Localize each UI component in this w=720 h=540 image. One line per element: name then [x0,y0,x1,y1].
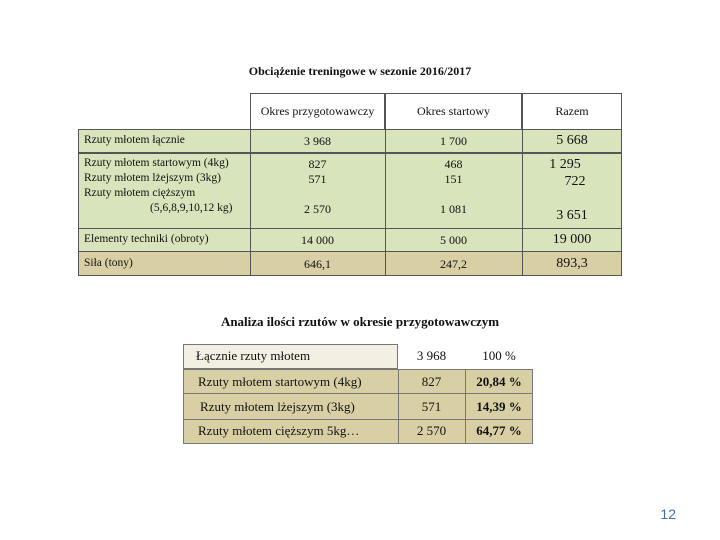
page-title: Obciążenie treningowe w sezonie 2016/2017 [248,64,472,78]
cell-value: 722 [564,174,586,189]
row-label: Rzuty młotem cięższym [84,187,196,199]
cell-value: 5 668 [556,133,588,148]
row-label: Elementy techniki (obroty) [84,233,209,245]
cell-value: 1 081 [440,202,467,216]
analysis-value: 2 570 [416,423,447,438]
column-divider [522,93,523,276]
analysis-label: Rzuty młotem lżejszym (3kg) [200,399,355,414]
cell-value: 468 [444,157,463,171]
analysis-value: 827 [421,374,442,389]
analysis-label: Łącznie rzuty młotem [196,348,311,363]
analysis-percent: 14,39 % [476,399,522,414]
analysis-percent: 20,84 % [476,374,522,389]
column-divider [250,93,251,129]
cell-value: 827 [308,157,327,171]
cell-value: 646,1 [304,257,331,271]
row-label: (5,6,8,9,10,12 kg) [150,202,233,214]
analysis-percent: 64,77 % [476,423,522,438]
analysis-label: Rzuty młotem startowym (4kg) [198,374,362,389]
cell-value: 19 000 [552,232,592,247]
cell-value: 893,3 [556,256,588,271]
cell-value: 571 [308,172,327,186]
cell-value: 3 651 [556,208,588,223]
analysis-percent: 100 % [482,348,516,363]
page-number: 12 [660,506,676,522]
row-label: Rzuty młotem lżejszym (3kg) [84,172,222,184]
cell-value: 151 [444,172,463,186]
row-label: Rzuty młotem łącznie [84,134,185,146]
cell-value: 1 295 [549,157,581,172]
cell-value: 2 570 [304,202,331,216]
analysis-label: Rzuty młotem cięższym 5kg… [198,423,360,438]
cell-value: 5 000 [440,233,467,247]
cell-value: 247,2 [440,257,467,271]
row-label: Siła (tony) [84,257,133,269]
header-total: Razem [522,93,622,129]
cell-value: 14 000 [301,233,334,247]
analysis-value: 3 968 [416,348,447,363]
cell-value: 1 700 [440,134,467,148]
header-start: Okres startowy [385,93,522,129]
analysis-title: Analiza ilości rzutów w okresie przygotowawczym [220,314,500,329]
row-label: Rzuty młotem startowym (4kg) [84,157,229,169]
cell-value: 3 968 [304,134,331,148]
header-prep: Okres przygotowawczy [250,93,385,129]
analysis-value: 571 [421,399,442,414]
